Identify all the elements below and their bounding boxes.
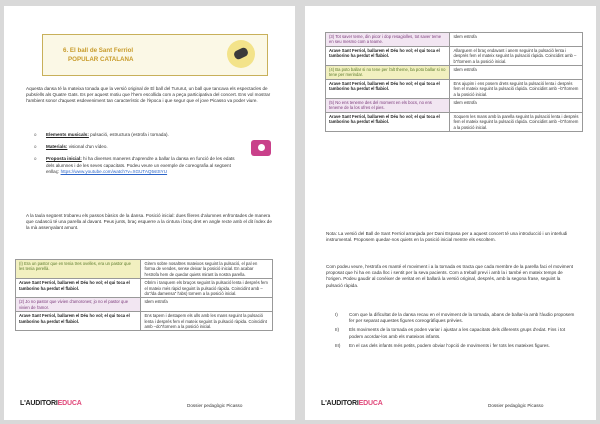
video-link[interactable]: https://www.youtube.com/watch?v=XGUTAQ5stSYU: [60, 168, 168, 174]
dance-steps-table: [15, 259, 273, 331]
lyric-cell: (2) Jo no pastor que vivien d'amorones; jo no el pastor que vivien de l'amor.: [16, 298, 141, 312]
footer-doc-title: Dossier pedagògic Picasso: [488, 403, 544, 408]
list-item-label: Elements musicals:: [46, 132, 89, 137]
list-item-text: En el cas dels infants més petits, podem obviar l'opció de moviments i fer tots les mateixes figures.: [349, 342, 550, 348]
moves-cell: Ens tapem i destapem els ulls amb les mans seguint la pulsació lenta i després fem el mateix seguint la pulsació ràpida. Coincidint amb –do"/tornem a la posició inicial.: [141, 312, 273, 331]
moves-cell: Xoquem les mans amb la parella seguint la pulsació lenta i després fem el mateix seguint la pulsació ràpida. Coincidint amb –b"/tornem a la posició inicial.: [450, 112, 583, 131]
moves-cell: Girem sobre nosaltres mateixos seguint la pulsació, el pal en forma de vendes, sense deixar la posició inicial. En acabar l'estrofa hem de quedar quiets mirant la nostra parella.: [141, 260, 273, 279]
list-item-text: visional d'un vídeo.: [67, 144, 108, 150]
section-subtitle: POPULAR CATALANA: [68, 56, 134, 63]
gramophone-icon: [227, 40, 255, 68]
lyric-cell: Arave Sant Ferriol, ballarem el Déu ho vol; el qui toca el tamborino ha perdut el flabiol.: [16, 279, 141, 298]
list-item: [30, 144, 240, 150]
table-row: [326, 46, 583, 65]
list-item: [335, 327, 575, 339]
list-item: [30, 132, 240, 138]
auditori-educa-logo: L'AUDITORIEDUCA: [321, 400, 383, 407]
lyric-cell: Arave Sant Ferriol, ballarem el Déu ho vol; el qui toca el tamborino ha perdut el flabiol.: [326, 112, 450, 131]
lyric-cell: (I) Era un pastor que en tenia tres ovelles, era un pastor que les tenia perellà.: [16, 260, 141, 279]
lyric-cell: Arave Sant Ferriol, ballarem el Déu ho vol; el qui toca el tamborino ha perdut el flabiol.: [326, 46, 450, 65]
footer-doc-title: Dossier pedagògic Picasso: [187, 403, 243, 408]
section-header: [42, 34, 268, 76]
list-item: [30, 156, 240, 175]
explanation-paragraph: Com podeu veure, l'estrofa es manté el moviment i a la tornada es tracta que cada membre de la parella faci el moviment proposat que hi ha en cada lloc i sentit per la seva pacients. Com a treball previ i amb la i també en mateix temps de l'origen. Podeu gaudir al conèixer de veritat en el ballarà la versió original, després, amb la segona frase, seguint la pulsació ràpida.: [326, 264, 574, 288]
moves-cell: Allarguem el braç endavant i anem seguint la pulsació lenta i després fem el mateix seguint la pulsació ràpida. Coincidint amb –b"/tornem a la posició inicial.: [450, 46, 583, 65]
note-paragraph: Nota: La versió del Ball de Sant Ferriol arranjada per Dani Espasa per a aquest concert té una introducció i un interludi instrumental. Proposem quedar-nos quiets en la posició inicial mentre els escoltem.: [326, 231, 568, 243]
lyric-cell: (3) Tot saver teme, din picor i dop resagiolles, tot saver teme en seu mesmo com a teame.: [326, 33, 450, 47]
list-item: [335, 312, 575, 324]
moves-cell: Idem estrofa: [450, 99, 583, 113]
table-row: [16, 298, 273, 312]
moves-cell: Idem estrofa: [141, 298, 273, 312]
moves-cell: Idem estrofa: [450, 33, 583, 47]
lyric-cell: Arave Sant Ferriol, ballarem el Déu ho vol; el qui toca el tamborino ha perdut el flabiol.: [16, 312, 141, 331]
auditori-educa-logo: L'AUDITORIEDUCA: [20, 400, 82, 407]
left-page: [4, 6, 295, 420]
list-number: III): [335, 342, 341, 348]
list-item: [335, 343, 575, 349]
table-row: [326, 79, 583, 98]
moves-cell: Obrim i tanquem els braços seguint la pulsació lenta i després fem el mateix més ràpid seguint la pulsació ràpida. Coincidint amb –do"/da damensa" l'abs) tornem a la posició inicial.: [141, 279, 273, 298]
table-row: [16, 312, 273, 331]
list-item-label: Materials:: [46, 144, 68, 150]
table-row: [16, 260, 273, 279]
page-footer: [305, 392, 596, 420]
list-number: I): [335, 312, 338, 317]
activity-list: [30, 132, 240, 181]
lyric-cell: (4) Ba poto ballar si no tene per l'alt theme, ba poto ballar si no tene per merindar.: [326, 66, 450, 80]
table-row: [326, 99, 583, 113]
lyric-cell: (5) No ens teneme des del moment en els bocs, no ens teneme de la los ofres el pies.: [326, 99, 450, 113]
table-row: [326, 33, 583, 47]
list-item-text: Els moviments de la tornada es poden variar i ajustar a les capacitats dels diferents grups d'edat. Fins i tot podem acordar-los amb els mateixos infants.: [349, 327, 566, 339]
table-row: [326, 112, 583, 131]
intro-paragraph: Aquesta dansa té la mateixa tonada que la versió original de El ball del Tururut, un ball que tancava els espectacles de pubs/ells als Quatre Gats. Es per aquest motiu que l'hem escollida com a peça participativa del concert. Ens vol mostrar l'ambient sonor d'aquest esdeveniment tan característic de l'època i que segur que el jove Picasso va poder viure.: [26, 86, 271, 104]
section-title: 6. El ball de Sant Ferriol: [63, 47, 134, 54]
moves-cell: Idem estrofa: [450, 66, 583, 80]
lyric-cell: Arave Sant Ferriol, ballarem el Déu ho vol; el qui toca el tamborino ha perdut el flabiol.: [326, 79, 450, 98]
tips-list: [335, 312, 575, 352]
table-row: [326, 66, 583, 80]
list-item-text: pulsació, estructura (estrofa i tornada).: [88, 132, 169, 137]
page-footer: [4, 392, 295, 420]
list-item-text: hi ha diverses maneres d'aprendre a ballar la dansa en funció de les edats dels alumnes i de les seves capacitats. Podeu veure un exemple de coreografia al següent enllaç:: [46, 156, 235, 174]
list-number: II): [335, 327, 340, 333]
moves-cell: Ens ajupim i ens posem drets seguint la pulsació lenta i després fem el mateix seguint la pulsació ràpida. Coincidint amb –b"/tornem a la posició inicial.: [450, 79, 583, 98]
list-item-text: Com que la dificultat de la dansa recau en el moviment de la tornada, abans de ballar-la amb l'àudio proposem fer per separat aquestes figures coreogràfiques prèvies.: [349, 312, 575, 324]
dance-steps-table-continued: [325, 32, 583, 132]
list-item-label: Proposta inicial:: [46, 156, 82, 162]
dance-instructions-paragraph: A la taula següent trobareu els passos bàsics de la dansa. Posició inicial: dues fileres d'alumnes enfrontades de manera que cadascú té una parella al davant. Peus junts, braç esquerre a la cintura i braç dret en angle recte amb el dit índex de la mà assenyalant amunt.: [26, 213, 272, 231]
table-row: [16, 279, 273, 298]
right-page: [305, 6, 596, 420]
video-camera-icon: [246, 137, 276, 161]
